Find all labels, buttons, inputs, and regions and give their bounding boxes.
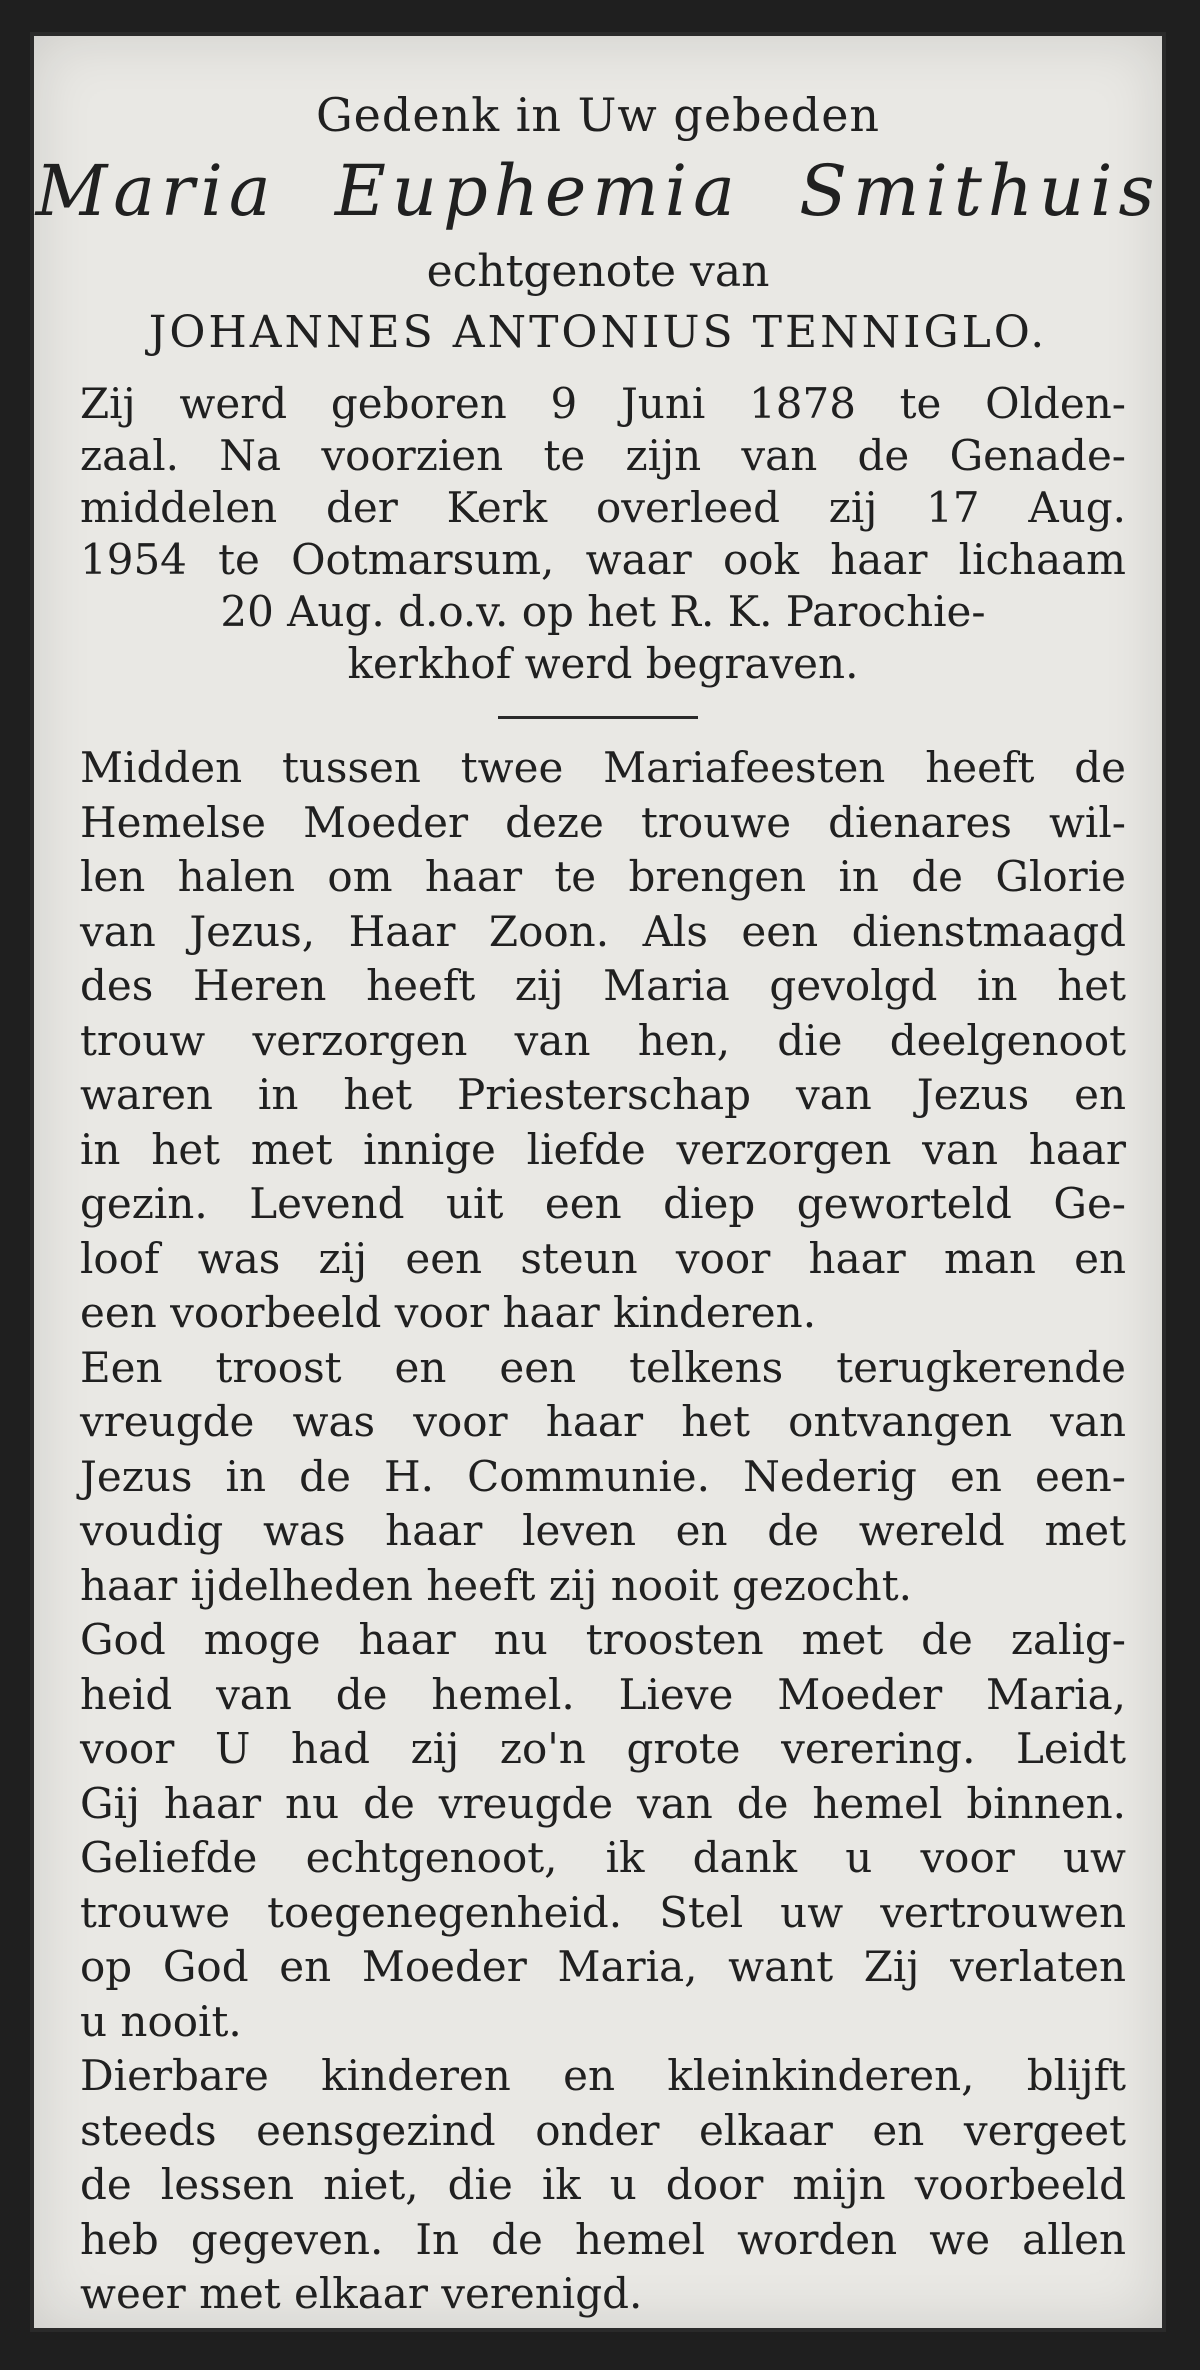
eulogy-line: in het met innige liefde verzorgen van haar (80, 1124, 1126, 1174)
divider-rule (498, 716, 698, 719)
eulogy-line: Hemelse Moeder deze trouwe dienares wil- (80, 797, 1126, 847)
eulogy-line: vreugde was voor haar het ontvangen van (80, 1397, 1126, 1446)
intro-line: kerkhof werd begraven. (347, 639, 859, 688)
eulogy-line: Gij haar nu de vreugde van de hemel binnen. (80, 1778, 1126, 1828)
eulogy-line: waren in het Priesterschap van Jezus en (80, 1070, 1126, 1119)
eulogy-line: steeds eensgezind onder elkaar en vergeet (80, 2105, 1126, 2155)
eulogy-line: een voorbeeld voor haar kinderen. (80, 1288, 817, 1337)
intro-line: zaal. Na voorzien te zijn van de Genade- (80, 431, 1126, 480)
eulogy-line: voor U had zij zo'n grote verering. Leidt (80, 1724, 1126, 1773)
intro-line: 1954 te Ootmarsum, waar ook haar lichaam (80, 535, 1126, 584)
husband-name: JOHANNES ANTONIUS TENNIGLO. (148, 307, 1048, 358)
eulogy-line: Jezus in de H. Communie. Nederig en een- (80, 1451, 1126, 1501)
eulogy-text (34, 741, 1162, 2322)
intro-line: middelen der Kerk overleed zij 17 Aug. (80, 483, 1126, 532)
eulogy-line: van Jezus, Haar Zoon. Als een dienstmaagd (80, 906, 1126, 956)
eulogy-line: trouw verzorgen van hen, die deelgenoot (80, 1015, 1126, 1065)
eulogy-line: God moge haar nu troosten met de zalig- (80, 1615, 1126, 1664)
eulogy-line: weer met elkaar verenigd. (80, 2269, 643, 2318)
eulogy-line: voudig was haar leven en de wereld met (80, 1506, 1126, 1555)
eulogy-line: trouwe toegenegenheid. Stel uw vertrouwen (80, 1887, 1126, 1937)
spouse-relation-line: echtgenote van (426, 246, 770, 297)
eulogy-line: de lessen niet, die ik u door mijn voorbeeld (80, 2160, 1126, 2209)
eulogy-line: Een troost en een telkens terugkerende (80, 1342, 1126, 1392)
eulogy-line: op God en Moeder Maria, want Zij verlaten (80, 1942, 1126, 1991)
eulogy-line: loof was zij een steun voor haar man en (80, 1233, 1126, 1283)
card-header (34, 36, 1162, 358)
eulogy-line: Geliefde echtgenoot, ik dank u voor uw (80, 1833, 1126, 1882)
eulogy-line: u nooit. (80, 1996, 242, 2046)
eulogy-line: heid van de hemel. Lieve Moeder Maria, (80, 1669, 1126, 1719)
biographical-paragraph (34, 378, 1162, 690)
eulogy-line: heb gegeven. In de hemel worden we allen (80, 2214, 1126, 2264)
prayer-request-line: Gedenk in Uw gebeden (315, 88, 881, 142)
eulogy-line: des Heren heeft zij Maria gevolgd in het (80, 961, 1126, 1010)
deceased-name: Maria Euphemia Smithuis (35, 150, 1161, 232)
intro-line: Zij werd geboren 9 Juni 1878 te Olden- (80, 379, 1126, 428)
eulogy-line: Dierbare kinderen en kleinkinderen, blijft (80, 2051, 1126, 2100)
eulogy-line: Midden tussen twee Mariafeesten heeft de (80, 743, 1126, 792)
memorial-card (30, 32, 1166, 2332)
eulogy-line: haar ijdelheden heeft zij nooit gezocht. (80, 1560, 912, 1610)
eulogy-line: gezin. Levend uit een diep geworteld Ge- (80, 1179, 1126, 1228)
intro-line: 20 Aug. d.o.v. op het R. K. Parochie- (220, 587, 986, 636)
eulogy-line: len halen om haar te brengen in de Glorie (80, 852, 1126, 901)
